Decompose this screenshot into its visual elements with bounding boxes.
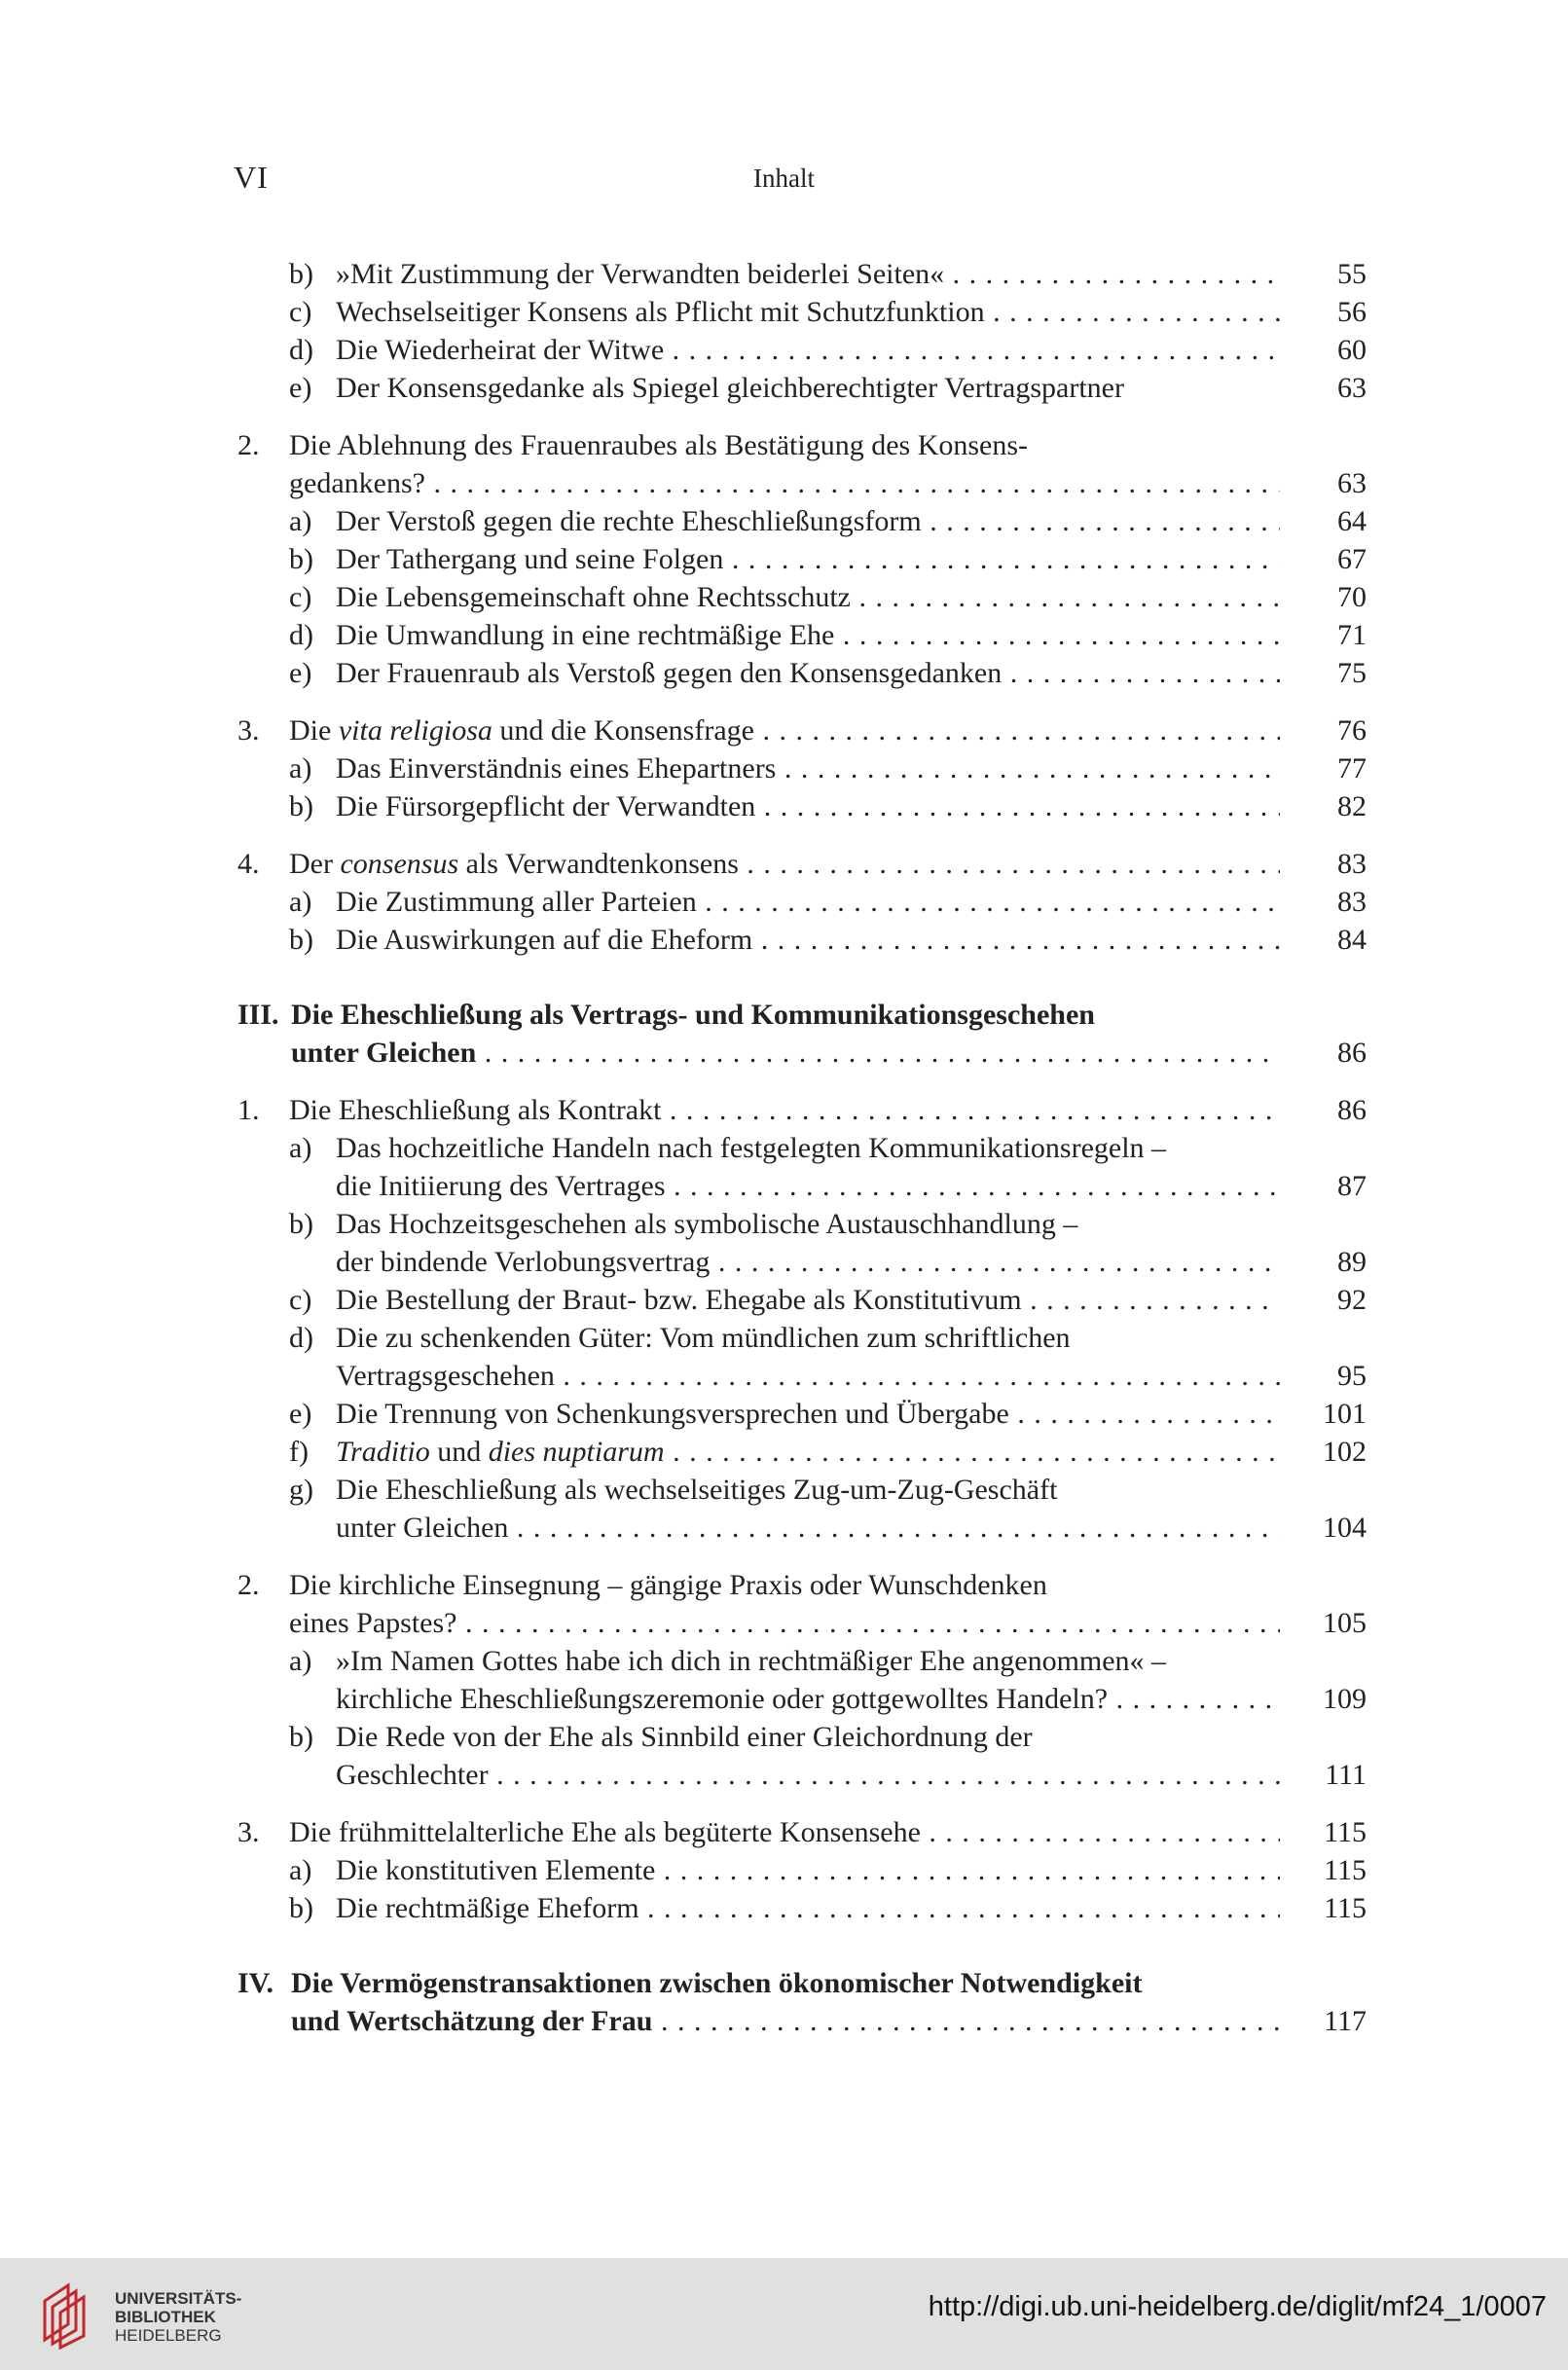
toc-entry-continuation: Vertragsgeschehen . . . 95 <box>237 1357 1367 1395</box>
toc-entry: 1. Die Eheschließung als Kontrakt . . . 86 <box>237 1091 1367 1129</box>
toc-entry: 4. Der consensus als Verwandtenkonsens . . . 83 <box>237 845 1367 883</box>
source-url-link[interactable]: http://digi.ub.uni-heidelberg.de/diglit/mf24_1/0007 <box>928 2291 1547 2322</box>
toc-entry-continuation: der bindende Verlobungsvertrag . . . 89 <box>237 1243 1367 1281</box>
toc-entry: c) Die Bestellung der Braut- bzw. Ehegabe als Konstitutivum . . . 92 <box>237 1281 1367 1319</box>
toc-entry: a) Die konstitutiven Elemente . . . 115 <box>237 1851 1367 1889</box>
toc-entry-continuation: eines Papstes? . . . 105 <box>237 1604 1367 1642</box>
toc-section-continuation: und Wertschätzung der Frau . . . 117 <box>237 2002 1367 2040</box>
toc-entry: d) Die Wiederheirat der Witwe . . . 60 <box>237 331 1367 369</box>
toc-entry: b) Die Auswirkungen auf die Eheform . . . 84 <box>237 921 1367 959</box>
toc-entry: b) Die Fürsorgepflicht der Verwandten . . . 82 <box>237 787 1367 825</box>
running-header <box>0 160 1568 199</box>
toc-entry: a) Das Einverständnis eines Ehepartners . . . 77 <box>237 749 1367 787</box>
toc-entry-continuation: Geschlechter . . . 111 <box>237 1756 1367 1794</box>
toc-entry: e) Der Frauenraub als Verstoß gegen den Konsensgedanken . . . 75 <box>237 654 1367 692</box>
toc-entry: d) Die Umwandlung in eine rechtmäßige Ehe . . . 71 <box>237 616 1367 654</box>
toc-entry: b) Das Hochzeitsgeschehen als symbolische Austauschhandlung – <box>289 1208 1078 1240</box>
toc-section-continuation: unter Gleichen . . . 86 <box>237 1034 1367 1072</box>
toc-entry: c) Die Lebensgemeinschaft ohne Rechtsschutz . . . 70 <box>237 578 1367 616</box>
toc-entry: e) Die Trennung von Schenkungsversprechen und Übergabe . . . 101 <box>237 1395 1367 1433</box>
library-footer <box>0 2258 1568 2370</box>
toc-entry: f) Traditio und dies nuptiarum . . . 102 <box>237 1433 1367 1471</box>
toc-entry: a) Der Verstoß gegen die rechte Eheschließungsform . . . 64 <box>237 502 1367 540</box>
toc-entry: 3. Die vita religiosa und die Konsensfrage . . . 76 <box>237 711 1367 749</box>
toc-entry: e) Der Konsensgedanke als Spiegel gleichberechtigter Vertragspartner 63 <box>289 372 1367 404</box>
toc-entry-continuation: unter Gleichen . . . 104 <box>237 1509 1367 1547</box>
toc-entry: c) Wechselseitiger Konsens als Pflicht mit Schutzfunktion . . . 56 <box>237 293 1367 331</box>
toc-entry: a) Das hochzeitliche Handeln nach festgelegten Kommunikationsregeln – <box>289 1132 1167 1164</box>
toc-entry-continuation: die Initiierung des Vertrages . . . 87 <box>237 1167 1367 1205</box>
toc-entry: b) Die Rede von der Ehe als Sinnbild einer Gleichordnung der <box>289 1721 1033 1753</box>
toc-entry: 2. Die Ablehnung des Frauenraubes als Bestätigung des Konsens- <box>237 429 1029 461</box>
toc-entry: b) Der Tathergang und seine Folgen . . . 67 <box>237 540 1367 578</box>
library-logo-icon <box>39 2279 99 2350</box>
library-name: UNIVERSITÄTS- BIBLIOTHEK HEIDELBERG <box>115 2289 242 2345</box>
running-title: Inhalt <box>753 164 815 193</box>
toc-entry: a) Die Zustimmung aller Parteien . . . 83 <box>237 883 1367 921</box>
toc-entry: d) Die zu schenkenden Güter: Vom mündlichen zum schriftlichen <box>289 1322 1071 1354</box>
toc-entry-continuation: kirchliche Eheschließungszeremonie oder gottgewolltes Handeln? . . . 109 <box>237 1680 1367 1718</box>
toc-entry-continuation: gedankens? . . . 63 <box>237 464 1367 502</box>
toc-entry: 3. Die frühmittelalterliche Ehe als begüterte Konsensehe . . . 115 <box>237 1813 1367 1851</box>
toc-entry: b) »Mit Zustimmung der Verwandten beiderlei Seiten« . . . 55 <box>237 255 1367 293</box>
table-of-contents <box>237 255 1367 2040</box>
toc-section: IV. Die Vermögenstransaktionen zwischen ökonomischer Notwendigkeit <box>237 1967 1143 1999</box>
toc-entry: a) »Im Namen Gottes habe ich dich in rechtmäßiger Ehe angenommen« – <box>289 1645 1167 1677</box>
toc-entry: g) Die Eheschließung als wechselseitiges Zug-um-Zug-Geschäft <box>289 1474 1058 1506</box>
toc-entry: b) Die rechtmäßige Eheform . . . 115 <box>237 1889 1367 1927</box>
toc-entry: 2. Die kirchliche Einsegnung – gängige Praxis oder Wunschdenken <box>237 1569 1047 1601</box>
page-number: VI <box>234 160 269 195</box>
toc-section: III. Die Eheschließung als Vertrags- und Kommunikationsgeschehen <box>237 999 1095 1031</box>
